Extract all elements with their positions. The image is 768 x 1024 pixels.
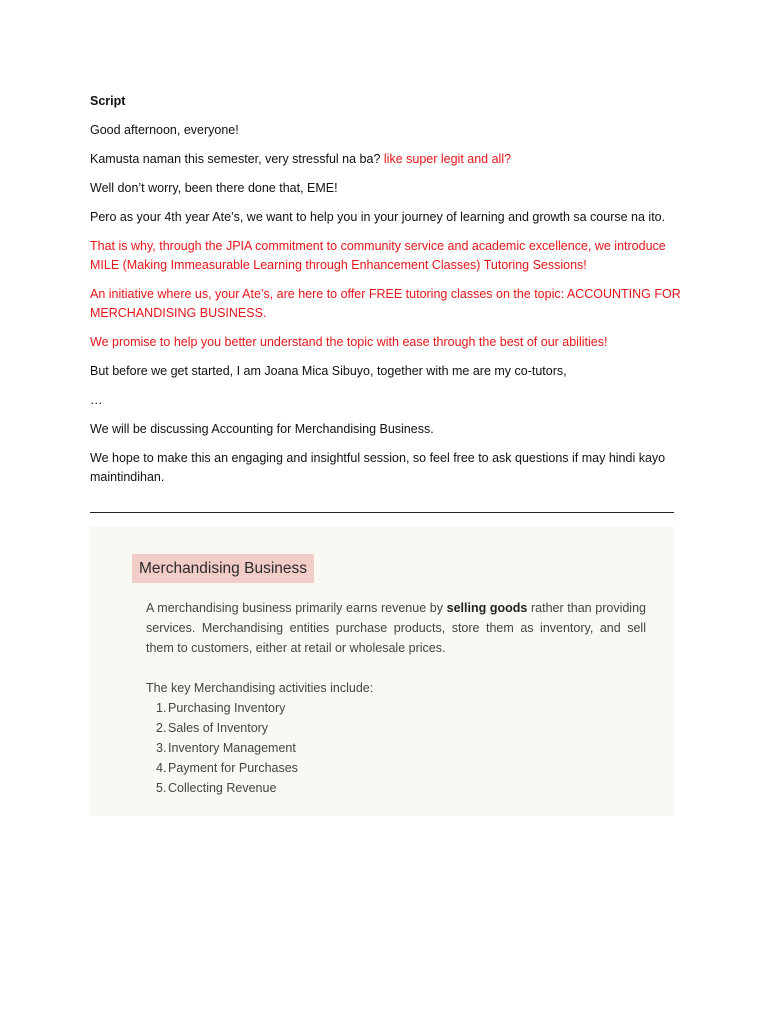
- list-item: [156, 698, 646, 718]
- desc-before-text: A merchandising business primarily earns revenue by: [146, 601, 447, 615]
- greeting-paragraph: Good afternoon, everyone!: [90, 123, 239, 137]
- desc-after-text: rather than providing services. Merchandising entities purchase products, store them as inventory, and sell them to customers, either at retail or wholesale prices.: [146, 601, 646, 655]
- slide-body: [146, 598, 646, 798]
- pero-paragraph: Pero as your 4th year Ate’s, we want to help you in your journey of learning and growth sa course na ito.: [90, 210, 666, 224]
- that-is-why-paragraph: That is why, through the JPIA commitment to community service and academic excellence, we introduce MILE (Making Immeasurable Learning through Enhancement Classes) Tutoring Sessions!: [90, 239, 666, 272]
- list-item-number: 2.: [156, 721, 167, 735]
- kamusta-paragraph: [90, 150, 690, 169]
- list-item-label: Inventory Management: [168, 741, 296, 755]
- promise-paragraph: We promise to help you better understand the topic with ease through the best of our abilities!: [90, 335, 608, 349]
- before-start-paragraph: But before we get started, I am Joana Mica Sibuyo, together with me are my co-tutors,: [90, 364, 567, 378]
- initiative-paragraph: An initiative where us, your Ate’s, are here to offer FREE tutoring classes on the topic: ACCOUNTING FOR MERCHANDISING BUSINESS.: [90, 287, 681, 320]
- list-item: [156, 738, 646, 758]
- list-item-label: Purchasing Inventory: [168, 701, 286, 715]
- dont-worry-paragraph: Well don’t worry, been there done that, EME!: [90, 181, 338, 195]
- list-item: [156, 718, 646, 738]
- list-item-number: 5.: [156, 781, 167, 795]
- list-item: [156, 778, 646, 798]
- slide-panel: [90, 526, 674, 816]
- desc-bold-text: selling goods: [446, 601, 528, 615]
- script-heading: Script: [90, 94, 126, 108]
- ellipsis-paragraph: …: [90, 393, 103, 407]
- list-item-label: Collecting Revenue: [168, 781, 277, 795]
- discussing-paragraph: We will be discussing Accounting for Merchandising Business.: [90, 422, 434, 436]
- hope-paragraph: We hope to make this an engaging and insightful session, so feel free to ask questions if may hindi kayo maintindihan.: [90, 451, 666, 484]
- section-divider: [90, 512, 674, 513]
- activities-list: [146, 698, 646, 798]
- kamusta-text: Kamusta naman this semester, very stressful na ba?: [90, 152, 381, 166]
- list-item-label: Sales of Inventory: [168, 721, 269, 735]
- list-item-number: 1.: [156, 701, 167, 715]
- slide-description: [146, 598, 646, 658]
- list-item-label: Payment for Purchases: [168, 761, 298, 775]
- list-item-number: 4.: [156, 761, 167, 775]
- kamusta-red-text: like super legit and all?: [383, 152, 512, 166]
- list-item: [156, 758, 646, 778]
- slide-title: Merchandising Business: [132, 554, 314, 583]
- key-activities-intro: The key Merchandising activities include:: [146, 681, 374, 695]
- script-section: [90, 92, 690, 497]
- list-item-number: 3.: [156, 741, 167, 755]
